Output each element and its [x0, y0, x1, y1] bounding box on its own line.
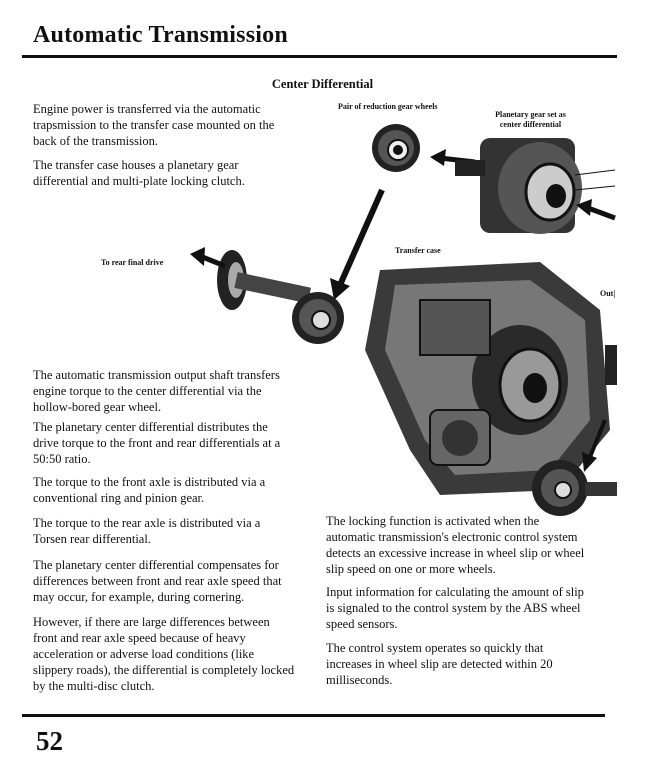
label-transfer-case: Transfer case [395, 246, 441, 255]
paragraph-compensation: The planetary center differential compensates for differences between front and rear axle speed that may occur, for example, during cornering. [33, 558, 282, 604]
planetary-gear-set [455, 138, 615, 234]
partial-part-right [605, 345, 617, 385]
paragraph-locking: However, if there are large differences between front and rear axle speed because of heavy acceleration or adverse load conditions (like slippery roads), the differential is completely locked by the multi-disc clutch. [33, 615, 295, 693]
paragraph-control-speed: The control system operates so quickly that increases in wheel slip are detected within 20 milliseconds. [326, 641, 553, 687]
paragraph-locking-function: The locking function is activated when the automatic transmission's electronic control system detects an excessive increase in wheel slip or wheel slip speed on one or more wheels. [326, 514, 585, 576]
arrow-head-output-gear [582, 452, 597, 472]
page-title: Automatic Transmission [33, 22, 288, 48]
page-number: 52 [36, 726, 63, 756]
paragraph-output-shaft: The automatic transmission output shaft transfers engine torque to the center differential via the hollow-bored gear wheel. [33, 368, 280, 414]
label-reduction-gears: Pair of reduction gear wheels [338, 102, 438, 111]
arrow-head-rear-drive [190, 247, 205, 266]
label-rear-final-drive: To rear final drive [101, 258, 164, 267]
paragraph-engine-power: Engine power is transferred via the automatic trapsmission to the transfer case mounted on the back of the transmission. [33, 102, 275, 148]
paragraph-torque-split: The planetary center differential distributes the drive torque to the front and rear differentials at a 50:50 ratio. [33, 420, 281, 466]
paragraph-front-axle: The torque to the front axle is distributed via a conventional ring and pinion gear. [33, 475, 266, 505]
footer-rule [22, 714, 605, 717]
section-title: Center Differential [271, 77, 374, 91]
arrow-to-planetary [588, 208, 615, 218]
output-gear [532, 460, 617, 516]
reduction-gear-lower [292, 292, 344, 344]
paragraph-input-information: Input information for calculating the amount of slip is signaled to the control system by the ABS wheel speed sensors. [326, 585, 584, 631]
reduction-gear-upper [372, 124, 420, 172]
paragraph-rear-axle: The torque to the rear axle is distributed via a Torsen rear differential. [33, 516, 261, 546]
rear-drive-flange [217, 250, 311, 310]
arrow-head-upper-gear [430, 149, 446, 166]
label-output: Out| [600, 289, 616, 298]
label-planetary-set: Planetary gear set as center differential [495, 110, 566, 129]
paragraph-transfer-case: The transfer case houses a planetary gear differential and multi-plate locking clutch. [33, 158, 245, 188]
arrow-to-lower-gear [340, 190, 382, 285]
transfer-case-housing [365, 262, 610, 495]
